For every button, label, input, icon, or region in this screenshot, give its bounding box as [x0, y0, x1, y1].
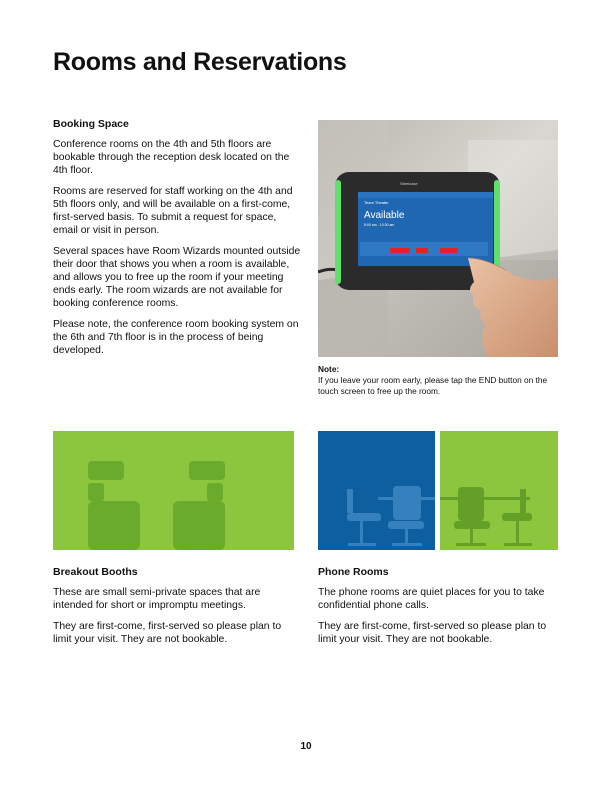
- booking-section: [53, 118, 301, 365]
- booking-paragraph: Please note, the conference room booking system on the 6th and 7th floor is in the process of being developed.: [53, 319, 299, 356]
- phone-room-green-illustration: [440, 431, 558, 550]
- device-room-name: Team Theater: [364, 200, 389, 205]
- device-brand: Steelcase: [400, 181, 418, 186]
- breakout-heading: Breakout Booths: [53, 566, 138, 578]
- booking-heading: Booking Space: [53, 118, 129, 130]
- booking-paragraph: Several spaces have Room Wizards mounted outside their door that shows you when a room is available, and allows you to free up the room if your meeting ends early. The room wizards are not available for booking conference rooms.: [53, 246, 301, 309]
- booking-paragraph: Rooms are reserved for staff working on the 4th and 5th floors only, and will be available on a first-come, first-served basis. To submit a request for space, email or visit in person.: [53, 186, 293, 236]
- room-wizard-photo: [318, 120, 558, 357]
- phone-heading: Phone Rooms: [318, 566, 389, 578]
- device-time: 8:00 am - 10:30 am: [364, 223, 395, 227]
- page-title: Rooms and Reservations: [53, 48, 347, 76]
- page-number: 10: [300, 741, 312, 752]
- phone-section: [318, 566, 563, 654]
- note-label: Note:: [318, 364, 340, 374]
- device-status: Available: [364, 210, 405, 221]
- breakout-booth-illustration: [53, 431, 294, 550]
- phone-room-blue-illustration: [318, 431, 435, 550]
- phone-paragraph: The phone rooms are quiet places for you to take confidential phone calls.: [318, 587, 545, 611]
- booking-paragraph: Conference rooms on the 4th and 5th floors are bookable through the reception desk located on the 4th floor.: [53, 139, 290, 176]
- note-text: If you leave your room early, please tap the END button on the touch screen to free up the room.: [318, 375, 548, 396]
- note-box: [318, 364, 558, 397]
- phone-paragraph: They are first-come, first-served so please plan to limit your visit. They are not bookable.: [318, 621, 547, 645]
- breakout-section: [53, 566, 301, 654]
- breakout-paragraph: They are first-come, first-served so please plan to limit your visit. They are not bookable.: [53, 621, 282, 645]
- breakout-paragraph: These are small semi-private spaces that are intended for short or impromptu meetings.: [53, 587, 261, 611]
